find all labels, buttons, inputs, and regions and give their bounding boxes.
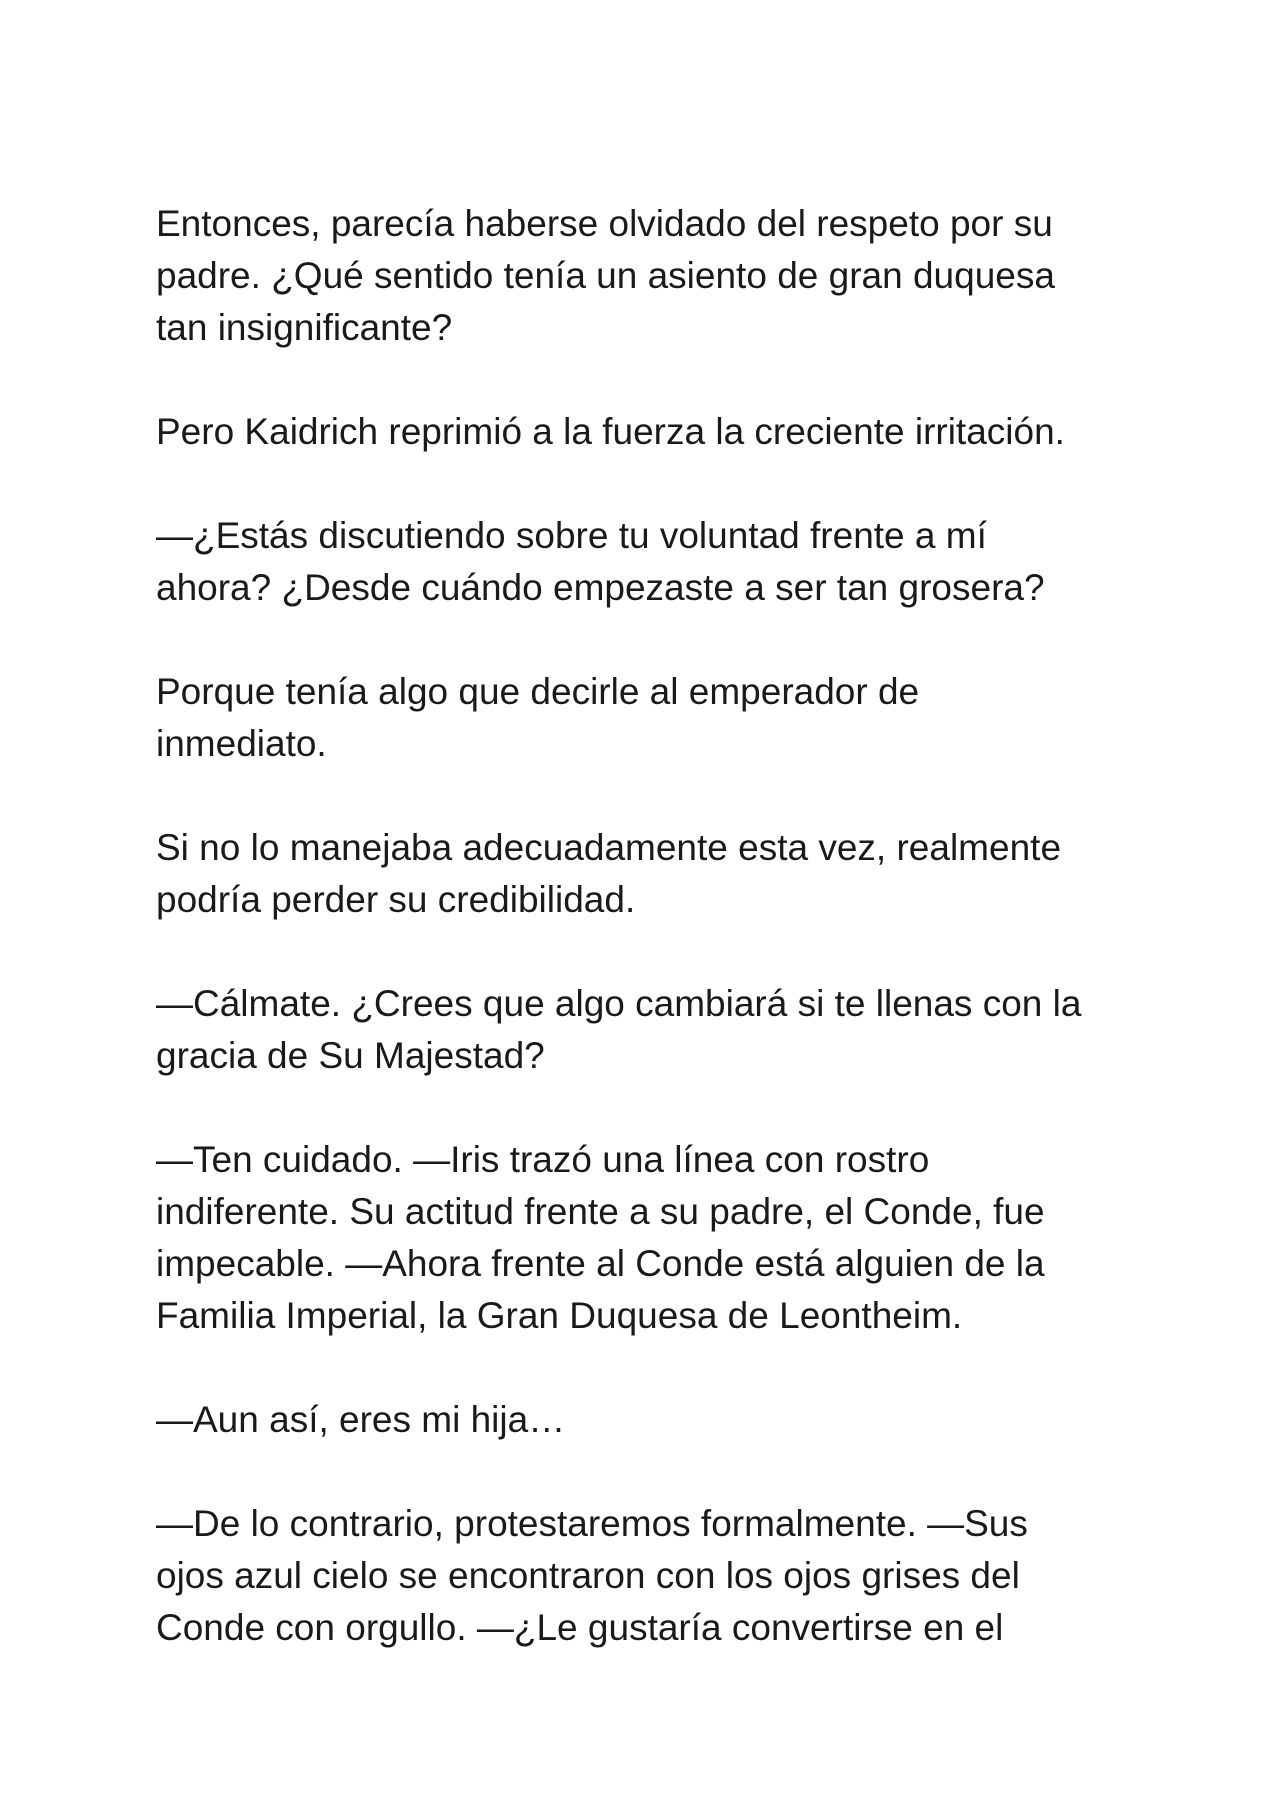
- text-line: podría perder su credibilidad.: [156, 879, 636, 920]
- text-line: Familia Imperial, la Gran Duquesa de Leontheim.: [156, 1295, 963, 1336]
- paragraph-7: [156, 1134, 1156, 1342]
- text-line: Pero Kaidrich reprimió a la fuerza la creciente irritación.: [156, 411, 1065, 452]
- text-line: —¿Estás discutiendo sobre tu voluntad frente a mí: [156, 515, 987, 556]
- text-line: Si no lo manejaba adecuadamente esta vez, realmente: [156, 827, 1062, 868]
- paragraph-8: [156, 1394, 1156, 1446]
- text-line: —De lo contrario, protestaremos formalmente. —Sus: [156, 1503, 1028, 1544]
- paragraph-3: [156, 510, 1156, 614]
- text-line: Conde con orgullo. —¿Le gustaría convertirse en el: [156, 1607, 1004, 1648]
- text-line: gracia de Su Majestad?: [156, 1035, 545, 1076]
- text-line: —Ten cuidado. —Iris trazó una línea con rostro: [156, 1139, 930, 1180]
- paragraph-1: [156, 198, 1156, 354]
- paragraph-6: [156, 978, 1156, 1082]
- text-line: tan insignificante?: [156, 307, 453, 348]
- paragraph-5: [156, 822, 1156, 926]
- paragraph-4: [156, 666, 1156, 770]
- paragraph-9: [156, 1498, 1156, 1654]
- text-line: ojos azul cielo se encontraron con los ojos grises del: [156, 1555, 1020, 1596]
- text-line: —Cálmate. ¿Crees que algo cambiará si te llenas con la: [156, 983, 1082, 1024]
- text-line: impecable. —Ahora frente al Conde está alguien de la: [156, 1243, 1045, 1284]
- text-line: Porque tenía algo que decirle al emperador de: [156, 671, 920, 712]
- text-line: padre. ¿Qué sentido tenía un asiento de gran duquesa: [156, 255, 1055, 296]
- text-line: —Aun así, eres mi hija…: [156, 1399, 566, 1440]
- text-column: [156, 198, 1156, 1706]
- text-line: Entonces, parecía haberse olvidado del respeto por su: [156, 203, 1053, 244]
- text-line: inmediato.: [156, 723, 327, 764]
- text-line: ahora? ¿Desde cuándo empezaste a ser tan grosera?: [156, 567, 1045, 608]
- text-line: indiferente. Su actitud frente a su padre, el Conde, fue: [156, 1191, 1045, 1232]
- paragraph-2: [156, 406, 1156, 458]
